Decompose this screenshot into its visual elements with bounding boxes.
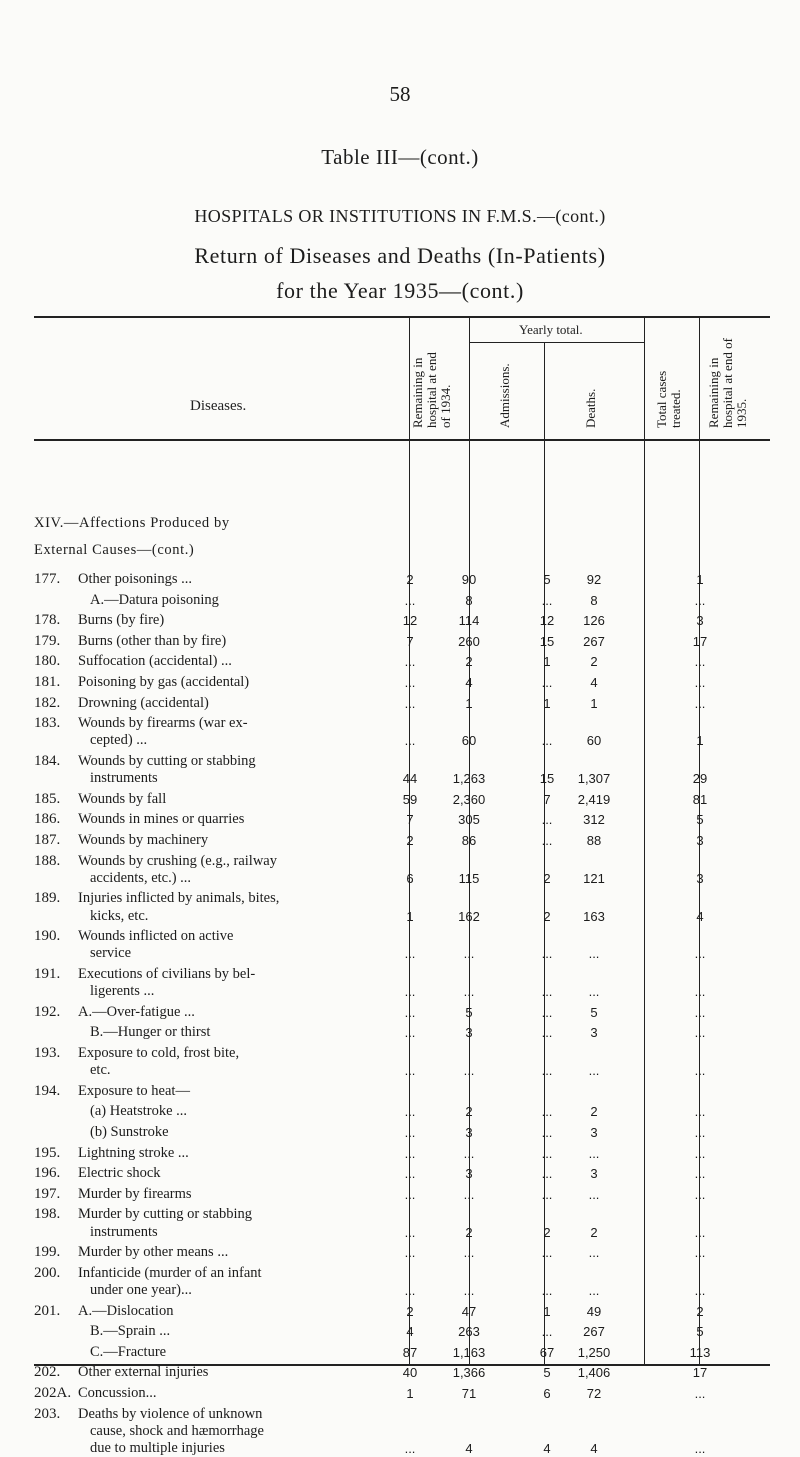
row-number: 202. (34, 1364, 61, 1381)
cell-value: ... (404, 733, 416, 749)
cell-value: 92 (586, 572, 602, 587)
disease-label: B.—Hunger or thirst (90, 1024, 211, 1041)
remaining-start-header: Remaining in hospital at end of 1934. (410, 352, 453, 428)
cell-value: 5 (696, 1324, 704, 1340)
cell-value: ... (404, 946, 416, 962)
cell-value: ... (694, 1166, 706, 1182)
section-heading: XIV.—Affections Produced by (34, 515, 230, 531)
disease-label: Other poisonings ... (78, 571, 192, 587)
disease-label: Poisoning by gas (accidental) (78, 674, 250, 690)
header-bottom-rule (34, 439, 770, 441)
cell-value: ... (404, 1166, 416, 1182)
cell-value: 12 (402, 613, 418, 629)
cell-value: 1 (543, 1303, 551, 1319)
row-number: 184. (34, 753, 61, 769)
cell-value: ... (404, 654, 416, 670)
row-number: 203. (34, 1405, 61, 1422)
cell-value: 87 (402, 1344, 418, 1360)
column-divider (544, 342, 545, 1364)
cell-value: 1 (543, 695, 551, 711)
cell-value: 3 (696, 833, 704, 848)
disease-label: ligerents ... (90, 983, 155, 1000)
cell-value: 4 (590, 675, 598, 690)
disease-label: Murder by firearms (78, 1185, 192, 1202)
cell-value: ... (541, 1025, 553, 1041)
disease-label: Drowning (accidental) (78, 694, 209, 711)
disease-label: Wounds in mines or quarries (78, 811, 245, 828)
cell-value: 86 (461, 833, 477, 848)
cell-value: ... (404, 1125, 416, 1140)
disease-label: Infanticide (murder of an infant (78, 1264, 262, 1281)
row-number: 199. (34, 1244, 61, 1261)
cell-value: 121 (583, 870, 605, 886)
cell-value: 71 (461, 1386, 477, 1401)
disease-label: due to multiple injuries (90, 1440, 225, 1456)
cell-value: 5 (543, 572, 551, 587)
admissions-header: Admissions. (497, 363, 512, 428)
cell-value: 162 (458, 908, 480, 924)
cell-value: 4 (543, 1441, 551, 1456)
cell-value: 17 (692, 633, 708, 649)
cell-value: 5 (696, 812, 704, 828)
yearly-total-header: Yearly total. (519, 322, 583, 337)
disease-label: Wounds by crushing (e.g., railway (78, 852, 277, 869)
cell-value: 1 (590, 695, 598, 711)
table-subtitle: HOSPITALS OR INSTITUTIONS IN F.M.S.—(cont.) (194, 206, 606, 226)
cell-value: 115 (458, 870, 480, 886)
cell-value: ... (541, 833, 553, 848)
cell-value: 59 (402, 791, 418, 807)
row-number: 195. (34, 1144, 61, 1161)
disease-label: Executions of civilians by bel- (78, 966, 256, 982)
cell-value: 3 (590, 1166, 598, 1182)
cell-value: 113 (689, 1344, 711, 1360)
cell-value: 2,360 (452, 791, 486, 807)
cell-value: 1,406 (577, 1365, 611, 1381)
disease-label: under one year)... (90, 1282, 192, 1298)
cell-value: 267 (583, 633, 605, 649)
disease-label: Murder by cutting or stabbing (78, 1206, 252, 1223)
cell-value: 6 (543, 1386, 551, 1401)
yearly-total-rule (469, 342, 644, 343)
cell-value: 263 (458, 1324, 480, 1340)
total-treated-header: Total cases treated. (654, 370, 683, 428)
table-heading-line2: for the Year 1935—(cont.) (276, 278, 524, 303)
cell-value: 2 (406, 1303, 414, 1319)
cell-value: 72 (586, 1386, 602, 1401)
row-number: 179. (34, 632, 61, 649)
row-number: 189. (34, 890, 61, 907)
cell-value: 2 (543, 870, 551, 886)
disease-label: Other external injuries (78, 1364, 209, 1381)
cell-value: 7 (406, 633, 414, 649)
cell-value: 5 (465, 1004, 473, 1020)
disease-label: Wounds by cutting or stabbing (78, 753, 256, 769)
disease-label: Lightning stroke ... (78, 1144, 189, 1161)
cell-value: 3 (696, 613, 704, 629)
disease-label: B.—Sprain ... (90, 1323, 171, 1340)
cell-value: 90 (461, 572, 477, 587)
row-number: 192. (34, 1003, 61, 1020)
deaths-header: Deaths. (583, 388, 598, 428)
cell-value: 2 (590, 654, 598, 670)
cell-value: ... (588, 1145, 600, 1161)
cell-value: 81 (692, 791, 708, 807)
cell-value: ... (694, 592, 706, 608)
cell-value: ... (541, 1324, 553, 1340)
cell-value: ... (541, 1063, 553, 1079)
cell-value: ... (541, 1004, 553, 1020)
cell-value: 2 (465, 1224, 473, 1240)
cell-value: ... (694, 1025, 706, 1041)
cell-value: ... (463, 1245, 475, 1261)
cell-value: 2 (406, 572, 414, 587)
disease-label: Exposure to cold, frost bite, (78, 1045, 240, 1061)
disease-label: A.—Datura poisoning (90, 591, 219, 608)
disease-label: cepted) ... (90, 732, 148, 749)
disease-label: C.—Fracture (90, 1343, 167, 1360)
disease-label: Wounds by machinery (78, 832, 209, 848)
cell-value: ... (463, 1186, 475, 1202)
cell-value: 3 (590, 1025, 598, 1041)
cell-value: 2 (465, 1104, 473, 1120)
cell-value: 4 (406, 1324, 414, 1340)
cell-value: 2 (543, 1224, 551, 1240)
cell-value: ... (694, 654, 706, 670)
disease-label: instruments (90, 770, 158, 787)
cell-value: 4 (465, 1441, 473, 1456)
cell-value: ... (694, 1063, 706, 1079)
cell-value: ... (404, 592, 416, 608)
disease-label: Exposure to heat— (78, 1082, 190, 1099)
cell-value: 1 (465, 695, 473, 711)
disease-label: Burns (other than by fire) (78, 632, 227, 649)
cell-value: 126 (583, 613, 605, 629)
cell-value: ... (404, 1441, 416, 1456)
cell-value: 3 (465, 1025, 473, 1041)
cell-value: ... (541, 1166, 553, 1182)
table-top-rule (34, 316, 770, 318)
cell-value: 1 (406, 908, 414, 924)
cell-value: 5 (590, 1004, 598, 1020)
cell-value: ... (404, 675, 416, 690)
disease-label: A.—Dislocation (78, 1302, 174, 1319)
disease-label: Electric shock (78, 1165, 161, 1182)
cell-value: ... (541, 984, 553, 1000)
disease-label: Injuries inflicted by animals, bites, (78, 890, 280, 907)
cell-value: ... (694, 1125, 706, 1140)
row-number: 191. (34, 966, 61, 982)
cell-value: ... (541, 1283, 553, 1298)
cell-value: 4 (590, 1441, 598, 1456)
row-number: 177. (34, 571, 61, 587)
row-number: 182. (34, 694, 61, 711)
disease-label: (b) Sunstroke (90, 1124, 169, 1140)
cell-value: 3 (465, 1125, 473, 1140)
cell-value: 1 (406, 1386, 414, 1401)
cell-value: 1,307 (577, 771, 611, 787)
row-number: 185. (34, 790, 61, 807)
cell-value: 49 (586, 1303, 602, 1319)
cell-value: 4 (696, 908, 704, 924)
cell-value: ... (404, 984, 416, 1000)
disease-label: accidents, etc.) ... (90, 869, 192, 886)
cell-value: 2 (543, 908, 551, 924)
cell-value: 60 (461, 733, 477, 749)
disease-label: Deaths by violence of unknown (78, 1405, 263, 1422)
cell-value: 305 (458, 812, 480, 828)
cell-value: 2 (590, 1224, 598, 1240)
cell-value: 3 (696, 870, 704, 886)
cell-value: ... (694, 695, 706, 711)
cell-value: ... (694, 946, 706, 962)
cell-value: ... (588, 1063, 600, 1079)
cell-value: ... (541, 592, 553, 608)
table-heading-line1: Return of Diseases and Deaths (In-Patients) (194, 243, 606, 268)
cell-value: ... (694, 1224, 706, 1240)
row-number: 183. (34, 715, 61, 732)
cell-value: 15 (539, 633, 555, 649)
row-number: 187. (34, 832, 61, 848)
cell-value: ... (404, 1283, 416, 1298)
cell-value: ... (404, 1224, 416, 1240)
row-number: 196. (34, 1165, 61, 1182)
cell-value: ... (404, 1145, 416, 1161)
cell-value: 1,263 (452, 771, 486, 787)
cell-value: ... (404, 695, 416, 711)
cell-value: 2 (465, 654, 473, 670)
disease-label: Concussion... (78, 1385, 157, 1401)
row-number: 180. (34, 653, 61, 670)
row-number: 197. (34, 1185, 61, 1202)
cell-value: 67 (539, 1344, 555, 1360)
disease-label: A.—Over-fatigue ... (78, 1003, 195, 1020)
cell-value: 12 (539, 613, 555, 629)
disease-label: etc. (90, 1062, 111, 1079)
cell-value: 1,250 (577, 1344, 611, 1360)
row-number: 201. (34, 1302, 61, 1319)
cell-value: 60 (586, 733, 602, 749)
row-number: 186. (34, 811, 61, 828)
disease-label: Wounds inflicted on active (78, 928, 234, 945)
cell-value: ... (541, 733, 553, 749)
cell-value: ... (588, 1186, 600, 1202)
cell-value: 17 (692, 1365, 708, 1381)
cell-value: 4 (465, 675, 473, 690)
cell-value: 312 (583, 812, 605, 828)
cell-value: 7 (406, 812, 414, 828)
diseases-column-header: Diseases. (190, 398, 247, 414)
cell-value: 260 (458, 633, 480, 649)
cell-value: 88 (586, 833, 602, 848)
cell-value: ... (404, 1104, 416, 1120)
cell-value: 2,419 (577, 791, 611, 807)
cell-value: 163 (583, 908, 605, 924)
cell-value: ... (694, 984, 706, 1000)
cell-value: ... (463, 1283, 475, 1298)
cell-value: ... (463, 1145, 475, 1161)
cell-value: 47 (461, 1303, 477, 1319)
cell-value: 5 (543, 1365, 551, 1381)
disease-label: service (90, 945, 132, 962)
cell-value: ... (541, 1125, 553, 1140)
cell-value: 1 (543, 654, 551, 670)
disease-label: Burns (by fire) (78, 612, 165, 629)
cell-value: ... (541, 1104, 553, 1120)
cell-value: ... (694, 1145, 706, 1161)
cell-value: ... (541, 946, 553, 962)
cell-value: 2 (406, 833, 414, 848)
cell-value: ... (694, 1245, 706, 1261)
disease-label: Wounds by fall (78, 790, 167, 807)
disease-label: Murder by other means ... (78, 1244, 229, 1261)
cell-value: ... (694, 1104, 706, 1120)
cell-value: 3 (590, 1125, 598, 1140)
disease-label: Suffocation (accidental) ... (78, 653, 232, 670)
cell-value: ... (694, 1004, 706, 1020)
cell-value: ... (588, 1245, 600, 1261)
cell-value: ... (694, 1186, 706, 1202)
cell-value: 1 (696, 733, 704, 749)
row-number: 198. (34, 1206, 61, 1223)
cell-value: ... (694, 1441, 706, 1456)
row-number: 202A. (34, 1385, 72, 1401)
cell-value: ... (541, 1245, 553, 1261)
disease-label: instruments (90, 1223, 158, 1240)
cell-value: ... (541, 1186, 553, 1202)
cell-value: 29 (692, 771, 708, 787)
cell-value: ... (541, 1145, 553, 1161)
row-number: 178. (34, 612, 61, 629)
cell-value: ... (463, 946, 475, 962)
cell-value: 15 (539, 771, 555, 787)
cell-value: ... (588, 1283, 600, 1298)
cell-value: ... (404, 1063, 416, 1079)
cell-value: 7 (543, 791, 551, 807)
cell-value: 2 (590, 1104, 598, 1120)
cell-value: 3 (465, 1166, 473, 1182)
row-number: 194. (34, 1082, 61, 1099)
cell-value: 1,163 (452, 1344, 486, 1360)
cell-value: ... (588, 946, 600, 962)
row-number: 190. (34, 928, 61, 945)
cell-value: ... (463, 984, 475, 1000)
column-divider (644, 316, 645, 1364)
cell-value: 6 (406, 870, 414, 886)
cell-value: 1,366 (452, 1365, 486, 1381)
disease-label: Wounds by firearms (war ex- (78, 715, 248, 732)
cell-value: ... (541, 812, 553, 828)
cell-value: 1 (696, 572, 704, 587)
cell-value: ... (694, 675, 706, 690)
row-number: 193. (34, 1045, 61, 1061)
cell-value: 267 (583, 1324, 605, 1340)
cell-value: ... (404, 1245, 416, 1261)
cell-value: 40 (402, 1365, 418, 1381)
row-number: 188. (34, 852, 61, 869)
cell-value: 2 (696, 1303, 704, 1319)
cell-value: ... (404, 1004, 416, 1020)
disease-label: cause, shock and hæmorrhage (90, 1422, 264, 1439)
page-number: 58 (389, 82, 411, 106)
cell-value: 114 (458, 613, 480, 629)
cell-value: ... (694, 1386, 706, 1401)
cell-value: ... (694, 1283, 706, 1298)
cell-value: ... (463, 1063, 475, 1079)
row-number: 200. (34, 1264, 61, 1281)
cell-value: 8 (465, 592, 473, 608)
cell-value: 44 (402, 771, 418, 787)
disease-label: (a) Heatstroke ... (90, 1103, 188, 1120)
table-title: Table III—(cont.) (321, 145, 479, 169)
section-heading-cont: External Causes—(cont.) (34, 542, 195, 558)
cell-value: ... (588, 984, 600, 1000)
cell-value: ... (404, 1025, 416, 1041)
disease-label: kicks, etc. (90, 907, 149, 924)
row-number: 181. (34, 674, 61, 690)
cell-value: ... (404, 1186, 416, 1202)
cell-value: 8 (590, 592, 598, 608)
cell-value: ... (541, 675, 553, 690)
remaining-end-header: Remaining in hospital at end of 1935. (706, 338, 749, 428)
